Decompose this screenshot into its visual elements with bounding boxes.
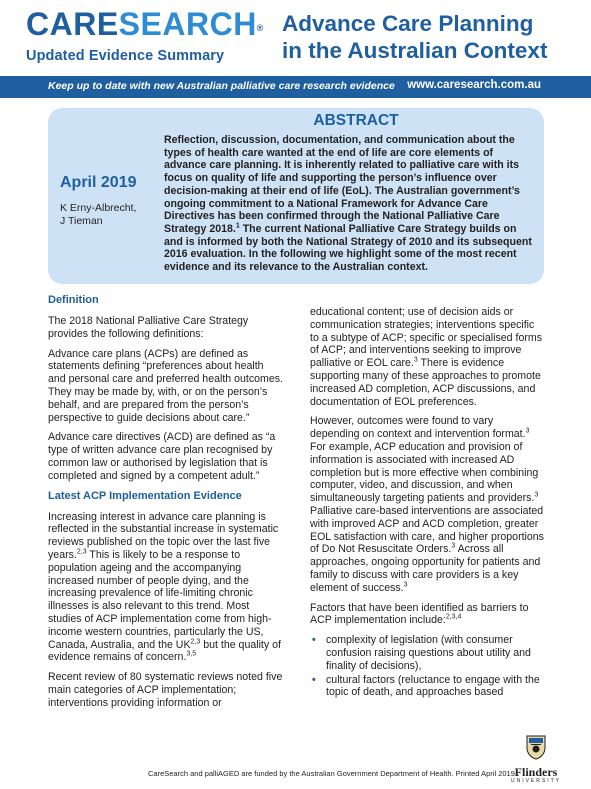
text-run: Across all approaches, ongoing opportunity for patients and family to discuss with care providers is a key element of success. <box>310 543 541 594</box>
citation-ref: 3 <box>413 356 418 364</box>
text-run: but the quality of evidence remains of concern. <box>48 638 281 664</box>
crest-icon <box>525 734 547 760</box>
citation-ref: 3 <box>525 427 530 435</box>
logo-wordmark <box>26 6 276 42</box>
text-run: Palliative care-based interventions are associated with improved ACP and ACD completion, greater EOL satisfaction with care, and higher proportions of Do Not Resuscitate Orders. <box>310 504 544 556</box>
abstract-text-part-1: Reflection, discussion, documentation, and communication about the types of health care wanted at the end of life are core elements of advance care planning. It is inherently related to palliative care with its focus on quality of life and supporting the person’s influence over decision-making at their end of life (EoL). The Australian government’s ongoing commitment to a National Framework for Advance Care Directives has been confirmed through the National Palliative Care Strategy 2018. <box>164 134 520 235</box>
title-line-1: Advance Care Planning <box>282 11 534 36</box>
paragraph <box>310 602 544 628</box>
abstract-text <box>164 134 536 274</box>
author-1: K Erny-Albrecht, <box>60 202 137 214</box>
list-item: • complexity of legislation (with consumer confusion raising questions about utility and finality of decisions), <box>310 634 544 672</box>
paragraph: Advance care plans (ACPs) are defined as statements defining “preferences about health and personal care and preferred health outcomes. They may be made by, with, or on the person’s behalf, and are prepared from the person’s perspective to guide decisions about care.” <box>48 347 283 424</box>
logo-subtitle: Updated Evidence Summary <box>26 48 225 64</box>
banner-tagline: Keep up to date with new Australian palliative care research evidence <box>48 80 395 92</box>
title-line-2: in the Australian Context <box>282 38 548 63</box>
funding-statement: CareSearch and palliAGED are funded by the Australian Government Department of Health. Printed April 2019 <box>148 769 515 778</box>
citation-ref: 2,3,4 <box>445 613 462 621</box>
text-run: However, outcomes were found to vary depending on context and intervention format. <box>310 415 526 441</box>
caresearch-logo <box>26 6 276 64</box>
website-link[interactable]: www.caresearch.com.au <box>407 79 541 91</box>
text-run: Factors that have been identified as barriers to ACP implementation include: <box>310 601 529 627</box>
citation-ref: 3 <box>534 491 539 499</box>
paragraph <box>310 306 544 408</box>
author-list <box>60 202 136 228</box>
text-run: This is likely to be a response to population ageing and the accompanying increased number of people dying, and the increasing prevalence of life-limiting chronic illnesses is also relevant to this trend. Most studies of ACP implementation come from high-income western countries, particularly the US, Canada, Australia, and the UK <box>48 548 272 651</box>
logo-care: CARE <box>26 6 119 42</box>
citation-ref: 3 <box>451 542 456 550</box>
flinders-wordmark: Flinders <box>514 765 558 779</box>
paragraph: The 2018 National Palliative Care Strategy provides the following definitions: <box>48 315 249 340</box>
paragraph: Advance care directives (ACD) are defined as “a type of written advance care plan recognised by common law or authorised by legislation that is completed and signed by a competent adult.” <box>48 431 276 482</box>
paragraph: Recent review of 80 systematic reviews noted five main categories of ACP implementation; interventions providing information or <box>48 671 283 709</box>
evidence-heading: Latest ACP Implementation Evidence <box>48 489 242 502</box>
author-2: J Tieman <box>60 215 103 227</box>
abstract-text-part-2: The current National Palliative Care Strategy builds on and is informed by both the National Strategy of 2010 and its subsequent 2016 evaluation. In the following we highlight some of the most recent evidence and its relevance to the Australian context. <box>164 222 532 274</box>
text-run: Increasing interest in advance care planning is reflected in the substantial increase in systematic reviews published on the topic over the last five years. <box>48 510 279 561</box>
document-title <box>282 10 582 64</box>
header-banner <box>0 76 591 98</box>
paragraph <box>310 415 544 594</box>
left-column <box>48 294 284 717</box>
logo-search: SEARCH <box>118 6 257 42</box>
flinders-logo <box>506 734 566 784</box>
paragraph <box>48 511 284 665</box>
definition-heading: Definition <box>48 294 99 306</box>
abstract-heading: ABSTRACT <box>313 112 399 129</box>
barriers-list <box>310 634 544 699</box>
abstract-box <box>48 108 544 284</box>
list-item: • cultural factors (reluctance to engage with the topic of death, and approaches based <box>310 674 544 700</box>
citation-ref: 2,3 <box>76 548 87 556</box>
publication-date: April 2019 <box>60 174 137 191</box>
text-run: educational content; use of decision aids or communication strategies; interventions specific to a subtype of ACP; specific or specialised forms of ACP; and interventions seeking to improve palliative or EOL care. <box>310 306 542 370</box>
citation-ref: 2,3 <box>190 638 201 645</box>
text-run: For example, ACP education and provision of information is associated with increased AD completion but is more effective when combining computer, video, and discussion, and when simultaneously targeting patients and providers. <box>310 440 539 505</box>
text-run: There is evidence supporting many of these approaches to promote increased AD completion, ACP discussions, and documentation of EOL preferences. <box>310 357 541 408</box>
right-column <box>310 306 544 700</box>
flinders-university-label: UNIVERSITY <box>510 778 561 784</box>
citation-ref: 1 <box>235 222 240 230</box>
logo-registered-mark: ® <box>256 23 264 33</box>
citation-ref: 3,5 <box>186 650 197 658</box>
citation-ref: 3 <box>403 581 408 589</box>
